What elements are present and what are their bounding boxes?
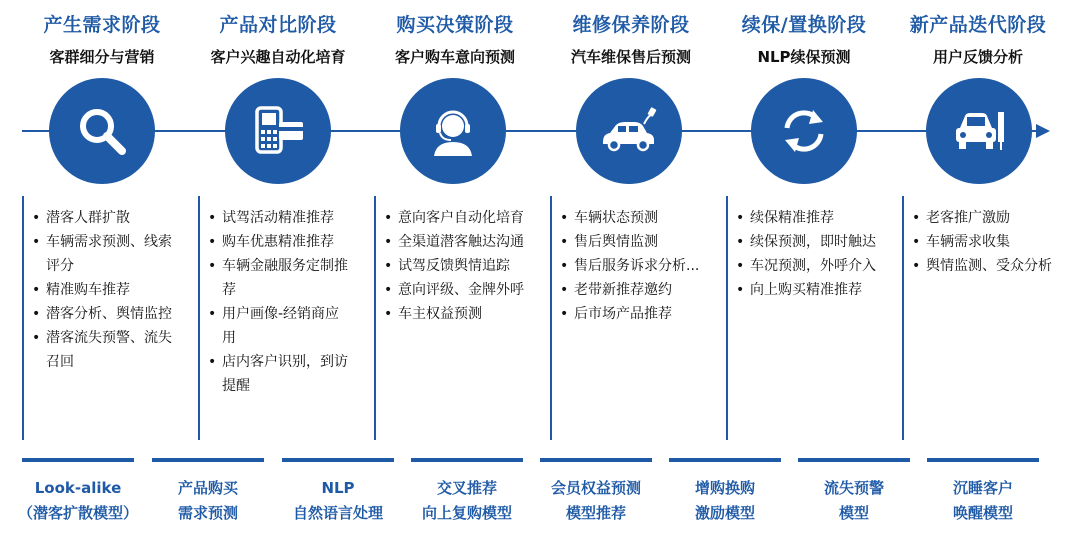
list-item: • 购车优惠精准推荐	[222, 230, 350, 254]
model-bar	[669, 458, 781, 462]
car-plug-icon	[600, 102, 658, 160]
list-item: • 车辆需求收集	[926, 230, 1054, 254]
stage-1-icon-circle	[49, 78, 155, 184]
list-item: • 老客推广激励	[926, 206, 1054, 230]
model-label: NLP 自然语言处理	[292, 479, 383, 522]
stage-subtitle: 汽车维保售后预测	[570, 48, 691, 66]
phone-card-icon	[249, 102, 307, 160]
list-item: • 全渠道潜客触达沟通	[398, 230, 526, 254]
stage-title: 产品对比阶段	[219, 14, 337, 36]
headset-agent-icon	[424, 102, 482, 160]
list-item: • 潜客分析、舆情监控	[46, 302, 174, 326]
model-bar	[927, 458, 1039, 462]
model-label: 增购换购 激励模型	[694, 479, 755, 522]
stage-6-list	[902, 196, 1054, 440]
stage-subtitle: NLP续保预测	[757, 48, 851, 66]
stage-title: 维修保养阶段	[572, 14, 690, 36]
list-item: • 潜客流失预警、流失召回	[46, 326, 174, 374]
model-label: 沉睡客户 唤醒模型	[952, 479, 1013, 522]
stage-title: 产生需求阶段	[43, 14, 161, 36]
stage-1-list	[22, 196, 174, 440]
stage-3-icon-circle	[400, 78, 506, 184]
refresh-icon	[775, 102, 833, 160]
list-item: • 精准购车推荐	[46, 278, 174, 302]
list-item: • 用户画像-经销商应用	[222, 302, 350, 350]
model-bar	[282, 458, 394, 462]
list-item: • 老带新推荐邀约	[574, 278, 702, 302]
model-bar	[152, 458, 264, 462]
list-item: • 店内客户识别，到访提醒	[222, 350, 350, 398]
timeline-line	[22, 130, 1038, 132]
model-bar	[798, 458, 910, 462]
list-item: • 潜客人群扩散	[46, 206, 174, 230]
list-item: • 车辆状态预测	[574, 206, 702, 230]
timeline-arrow-icon	[1036, 124, 1050, 138]
model-label: 会员权益预测 模型推荐	[550, 479, 641, 522]
stage-title: 购买决策阶段	[396, 14, 514, 36]
model-bar	[22, 458, 134, 462]
list-item: • 车辆需求预测、线索评分	[46, 230, 174, 278]
list-item: • 车主权益预测	[398, 302, 526, 326]
model-label: 流失预警 模型	[823, 479, 884, 522]
list-item: • 试驾反馈舆情追踪	[398, 254, 526, 278]
list-item: • 后市场产品推荐	[574, 302, 702, 326]
list-item: • 向上购买精准推荐	[750, 278, 878, 302]
list-item: • 车况预测，外呼介入	[750, 254, 878, 278]
model-bar	[540, 458, 652, 462]
stage-4-list	[550, 196, 702, 440]
list-item: • 售后舆情监测	[574, 230, 702, 254]
stage-subtitle: 客群细分与营销	[49, 48, 155, 66]
stage-subtitle: 用户反馈分析	[932, 48, 1023, 66]
stage-title: 新产品迭代阶段	[909, 14, 1047, 36]
stage-subtitle: 客户购车意向预测	[394, 48, 515, 66]
model-label: Look-alike （潜客扩散模型）	[17, 479, 138, 522]
model-bar	[411, 458, 523, 462]
stage-3-list	[374, 196, 526, 440]
model-label: 产品购买 需求预测	[177, 479, 238, 522]
stage-2-list	[198, 196, 350, 440]
list-item: • 售后服务诉求分析...	[574, 254, 702, 278]
stage-2-icon-circle	[225, 78, 331, 184]
stage-6-icon-circle	[926, 78, 1032, 184]
list-item: • 试驾活动精准推荐	[222, 206, 350, 230]
car-front-icon	[950, 102, 1008, 160]
model-label: 交叉推荐 向上复购模型	[421, 479, 512, 522]
search-icon	[73, 102, 131, 160]
list-item: • 舆情监测、受众分析	[926, 254, 1054, 278]
stage-5-icon-circle	[751, 78, 857, 184]
list-item: • 续保精准推荐	[750, 206, 878, 230]
stage-5-list	[726, 196, 878, 440]
list-item: • 意向评级、金牌外呼	[398, 278, 526, 302]
list-item: • 车辆金融服务定制推荐	[222, 254, 350, 302]
list-item: • 意向客户自动化培育	[398, 206, 526, 230]
stage-title: 续保/置换阶段	[741, 14, 867, 36]
stage-subtitle: 客户兴趣自动化培育	[210, 48, 346, 66]
list-item: • 续保预测，即时触达	[750, 230, 878, 254]
stage-4-icon-circle	[576, 78, 682, 184]
